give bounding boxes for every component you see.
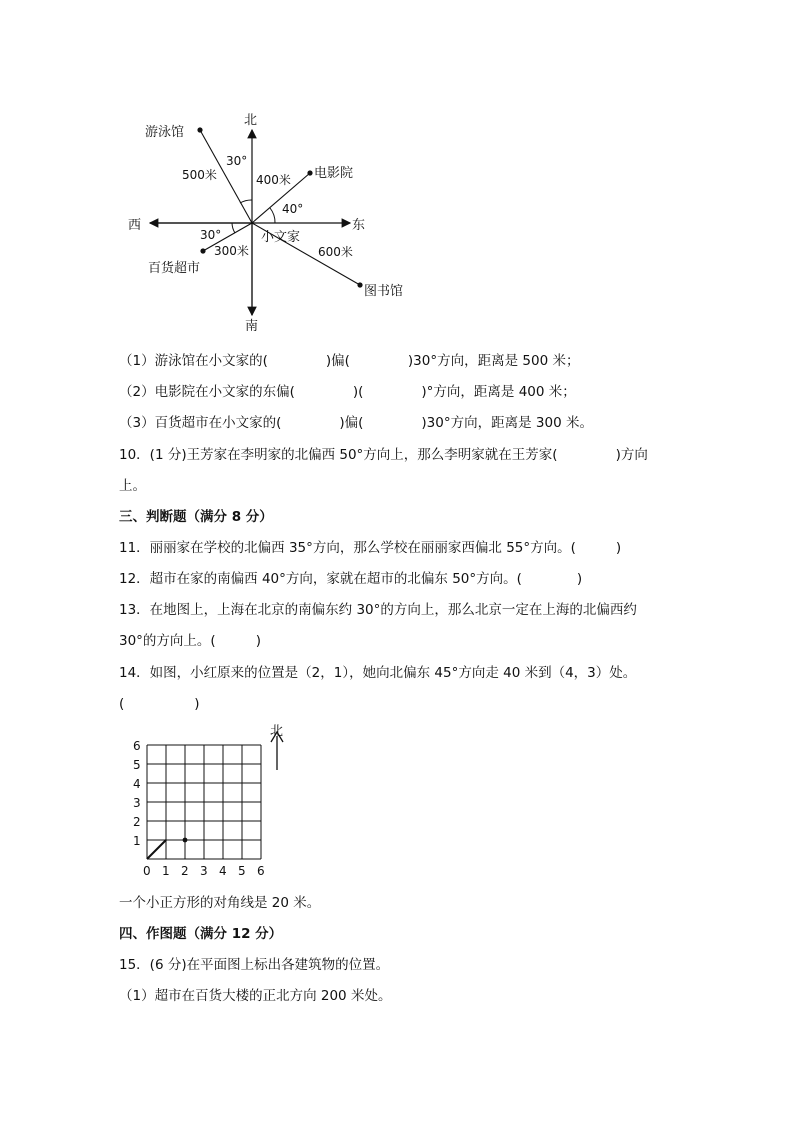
x-tick-label: 4 xyxy=(219,864,227,878)
q9-item-2: （2）电影院在小文家的东偏( )( )°方向，距离是 400 米； xyxy=(119,384,576,400)
q13-line-1: 13．在地图上，上海在北京的南偏东约 30°的方向上，那么北京一定在上海的北偏西约 xyxy=(119,602,637,618)
y-tick-label: 4 xyxy=(133,777,141,791)
center-label: 小文家 xyxy=(261,230,301,245)
x-tick-label: 2 xyxy=(181,864,189,878)
angle-swim: 30° xyxy=(226,154,248,168)
angle-arc-cinema xyxy=(270,208,275,223)
coordinate-grid xyxy=(125,720,295,880)
distance-store: 300米 xyxy=(214,244,249,258)
grid-diagonal xyxy=(147,840,166,859)
q10-line-1: 10．(1 分)王芳家在李明家的北偏西 50°方向上，那么李明家就在王芳家( )方向 xyxy=(119,447,648,463)
q10-line-2: 上。 xyxy=(119,478,146,494)
q11: 11．丽丽家在学校的北偏西 35°方向，那么学校在丽丽家西偏北 55°方向。( ) xyxy=(119,540,622,556)
grid-note: 一个小正方形的对角线是 20 米。 xyxy=(119,895,321,911)
place-store: 百货超市 xyxy=(148,261,201,276)
q15-item-1: （1）超市在百货大楼的正北方向 200 米处。 xyxy=(119,988,392,1004)
distance-swim: 500米 xyxy=(182,168,217,182)
x-tick-label: 6 xyxy=(257,864,265,878)
q9-item-1: （1）游泳馆在小文家的( )偏( )30°方向，距离是 500 米； xyxy=(119,353,580,369)
y-tick-label: 3 xyxy=(133,796,141,810)
point-store xyxy=(200,248,205,253)
q13-line-2: 30°的方向上。( ) xyxy=(119,633,261,649)
x-tick-label: 5 xyxy=(238,864,246,878)
point-library xyxy=(357,282,362,287)
place-library: 图书馆 xyxy=(364,284,404,299)
place-cinema: 电影院 xyxy=(314,166,354,181)
section-3-heading: 三、判断题（满分 8 分） xyxy=(119,509,273,525)
point-cinema xyxy=(307,170,312,175)
section-4-heading: 四、作图题（满分 12 分） xyxy=(119,926,283,942)
y-tick-label: 2 xyxy=(133,815,141,829)
y-tick-label: 5 xyxy=(133,758,141,772)
angle-arc-store xyxy=(232,223,235,233)
q14-answer: ( ) xyxy=(119,696,200,712)
y-tick-label: 1 xyxy=(133,834,141,848)
x-tick-label: 0 xyxy=(143,864,151,878)
place-swim: 游泳馆 xyxy=(145,125,185,140)
compass-north-label: 北 xyxy=(244,113,258,128)
compass-south-label: 南 xyxy=(245,319,259,334)
distance-library: 600米 xyxy=(318,245,353,259)
compass-diagram xyxy=(110,100,420,340)
x-tick-label: 3 xyxy=(200,864,208,878)
angle-arc-swim xyxy=(240,200,252,203)
distance-cinema: 400米 xyxy=(256,173,291,187)
compass-west-label: 西 xyxy=(128,218,142,233)
angle-store: 30° xyxy=(200,228,222,242)
compass-east-label: 东 xyxy=(352,218,366,233)
grid-north-label: 北 xyxy=(270,724,284,739)
angle-cinema: 40° xyxy=(282,202,304,216)
point-swim xyxy=(197,127,202,132)
q12: 12．超市在家的南偏西 40°方向，家就在超市的北偏东 50°方向。( ) xyxy=(119,571,583,587)
q15: 15．(6 分)在平面图上标出各建筑物的位置。 xyxy=(119,957,390,973)
q9-item-3: （3）百货超市在小文家的( )偏( )30°方向，距离是 300 米。 xyxy=(119,415,593,431)
grid-point xyxy=(183,838,188,843)
y-tick-label: 6 xyxy=(133,739,141,753)
x-tick-label: 1 xyxy=(162,864,170,878)
q14: 14．如图，小红原来的位置是（2，1），她向北偏东 45°方向走 40 米到（4，3）处。 xyxy=(119,665,637,681)
